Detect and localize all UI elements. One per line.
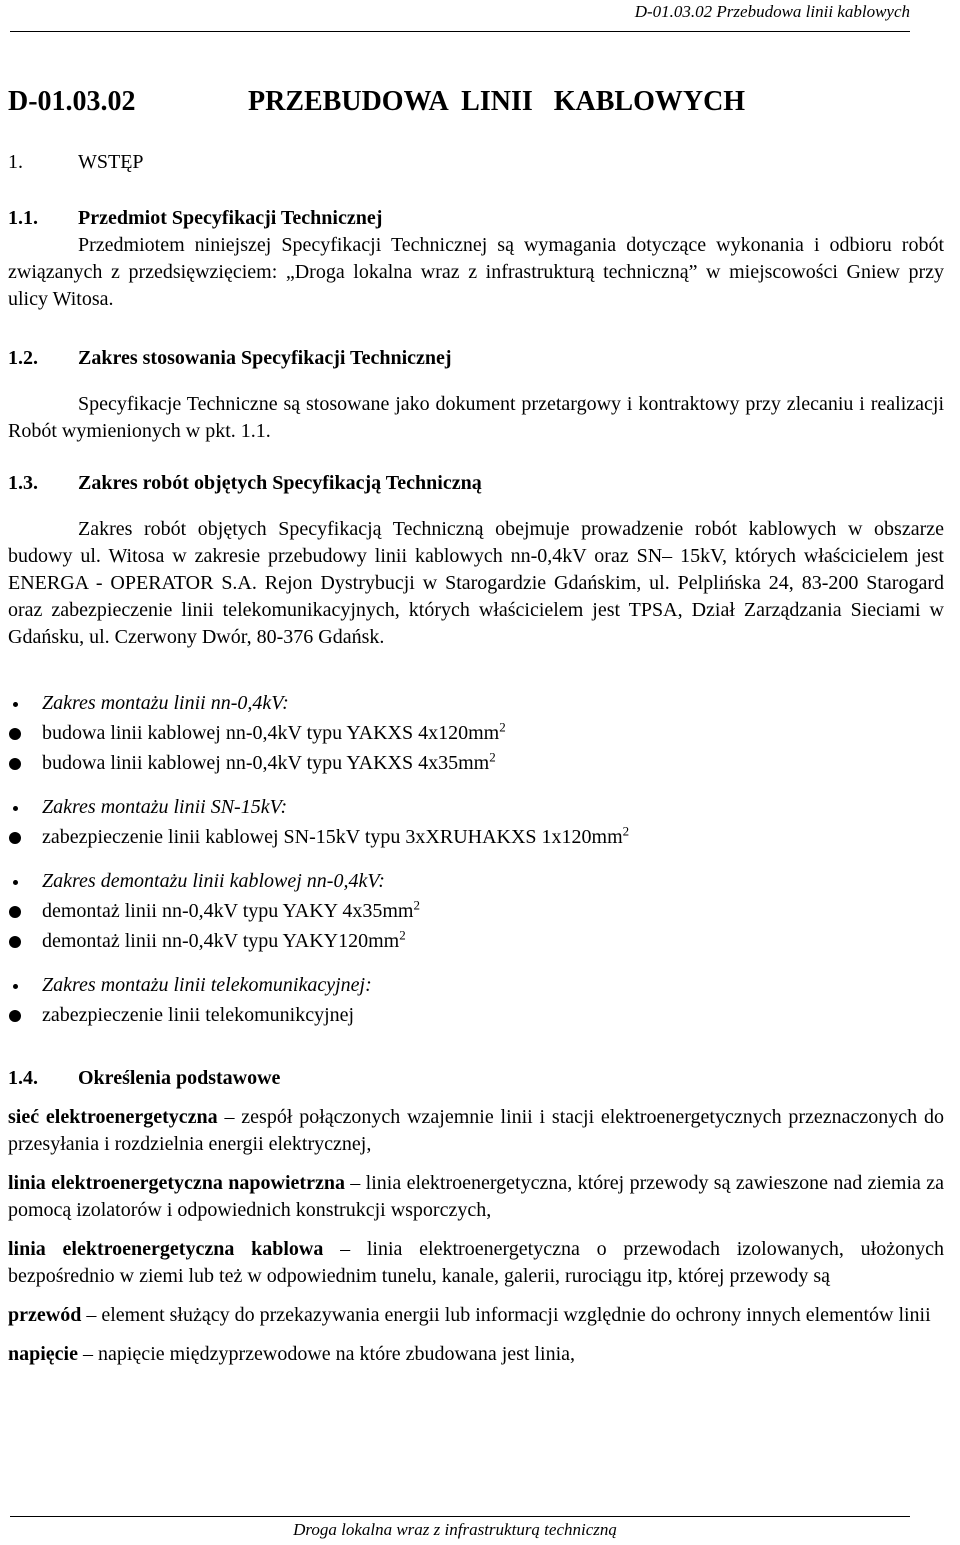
bullet-icon [9,906,21,918]
scope-group-2 [8,792,944,852]
scope-group-3 [8,866,944,956]
section-1-4 [8,1065,944,1380]
section-1-2-text: Specyfikacje Techniczne są stosowane jako dokument przetargowy i kontraktowy przy zlecaniu i realizacji Robót wymienionych w pkt. 1.1. [8,393,944,442]
scope-lists [8,688,944,1030]
small-bullet-icon [13,702,18,707]
superscript: 2 [622,823,630,839]
list-item [8,748,944,778]
section-1-4-heading [8,1065,944,1092]
definition-term: przewód [8,1304,82,1326]
superscript: 2 [499,719,506,735]
definition [8,1170,944,1224]
document-title [8,86,745,118]
section-label: WSTĘP [78,151,144,173]
section-title: Przedmiot Specyfikacji Technicznej [78,207,383,229]
section-number: 1. [8,151,23,173]
superscript: 2 [413,897,420,913]
small-bullet-icon [13,806,18,811]
section-number: 1.1. [8,207,38,229]
definition-text: – linia elektroenergetyczna o przewodach izolowanych, ułożonych bezpośrednio w ziemi lub też w odpowiednim tunelu, kanale, galerii, rurociągu itp, której przewody są [8,1238,944,1287]
section-title: Zakres stosowania Specyfikacji Technicznej [78,347,452,369]
list-item [8,688,944,718]
running-header: D-01.03.02 Przebudowa linii kablowych [634,2,910,21]
section-1-3-text: Zakres robót objętych Specyfikacją Techniczną obejmuje prowadzenie robót kablowych w obszarze budowy ul. Witosa w zakresie przebudowy linii kablowych nn-0,4kV oraz SN– 15kV, których właścicielem jest ENERGA - OPERATOR S.A. Rejon Dystrybucji w Starogardzie Gdańskim, ul. Pelplińska 24, 83-200 Starogard oraz zabezpieczenie linii telekomunikacyjnych, których właścicielem jest TPSA, Dział Zarządzania Sieciami w Gdańsku, ul. Czerwony Dwór, 80-376 Gdańsk. [8,518,944,648]
header-rule [10,31,910,32]
section-1-3-heading [8,470,944,497]
scope-item: demontaż linii nn-0,4kV typu YAKY 4x35mm [42,900,414,922]
definition-text: – element służący do przekazywania energii lub informacji względnie do ochrony innych elementów linii [81,1304,931,1326]
section-1-1-heading [8,205,944,232]
list-item [8,970,944,1000]
definition-text: – napięcie międzyprzewodowe na które zbudowana jest linia, [78,1343,576,1365]
scope-group-4 [8,970,944,1030]
superscript: 2 [399,927,406,943]
scope-heading: Zakres montażu linii nn-0,4kV: [42,692,289,714]
scope-item: budowa linii kablowej nn-0,4kV typu YAKXS 4x35mm [42,752,490,774]
section-number: 1.4. [8,1067,38,1089]
scope-heading: Zakres demontażu linii kablowej nn-0,4kV: [42,870,385,892]
footer-rule [10,1516,910,1517]
definition-term: linia elektroenergetyczna napowietrzna [8,1172,345,1194]
section-number: 1.2. [8,347,38,369]
bullet-icon [9,728,21,740]
scope-item: budowa linii kablowej nn-0,4kV typu YAKXS 4x120mm [42,722,500,744]
section-1-1 [8,205,944,313]
scope-group-1 [8,688,944,778]
definition [8,1236,944,1290]
definition-text: – linia elektroenergetyczna, której przewody są zawieszone nad ziemia za pomocą izolatorów i odpowiednich konstrukcji wsporczych, [8,1172,944,1221]
section-number: 1.3. [8,472,38,494]
list-item [8,866,944,896]
definition-text: – zespół połączonych wzajemnie linii i stacji elektroenergetycznych przeznaczonych do przesyłania i rozdzielnia energii elektrycznej, [8,1106,944,1155]
superscript: 2 [489,749,496,765]
scope-item: demontaż linii nn-0,4kV typu YAKY120mm [42,930,400,952]
section-1-2 [8,345,944,445]
bullet-icon [9,758,21,770]
definition [8,1341,944,1368]
definition [8,1302,944,1329]
section-1-heading [8,151,144,174]
section-1-3 [8,470,944,651]
definition-term: linia elektroenergetyczna kablowa [8,1238,324,1260]
scope-heading: Zakres montażu linii telekomunikacyjnej: [42,974,372,996]
running-footer: Droga lokalna wraz z infrastrukturą techniczną [293,1520,617,1539]
scope-heading: Zakres montażu linii SN-15kV: [42,796,288,818]
scope-item: zabezpieczenie linii kablowej SN-15kV typu 3xXRUHAKXS 1x120mm [42,826,623,848]
section-title: Określenia podstawowe [78,1067,281,1089]
list-item [8,792,944,822]
small-bullet-icon [13,880,18,885]
spec-name: PRZEBUDOWA LINII KABLOWYCH [248,86,746,117]
small-bullet-icon [13,984,18,989]
list-item [8,926,944,956]
list-item [8,1000,944,1030]
definition-term: napięcie [8,1343,78,1365]
bullet-icon [9,832,21,844]
definition [8,1104,944,1158]
scope-item: zabezpieczenie linii telekomunikcyjnej [42,1004,355,1026]
bullet-icon [9,936,21,948]
definition-term: sieć elektroenergetyczna [8,1106,218,1128]
section-1-2-heading [8,345,944,372]
list-item [8,896,944,926]
spec-code: D-01.03.02 [8,86,136,117]
bullet-icon [9,1010,21,1022]
list-item [8,718,944,748]
section-1-1-text: Przedmiotem niniejszej Specyfikacji Technicznej są wymagania dotyczące wykonania i odbioru robót związanych z przedsięwzięciem: „Droga lokalna wraz z infrastrukturą techniczną” w miejscowości Gniew przy ulicy Witosa. [8,234,944,310]
list-item [8,822,944,852]
section-title: Zakres robót objętych Specyfikacją Techniczną [78,472,482,494]
